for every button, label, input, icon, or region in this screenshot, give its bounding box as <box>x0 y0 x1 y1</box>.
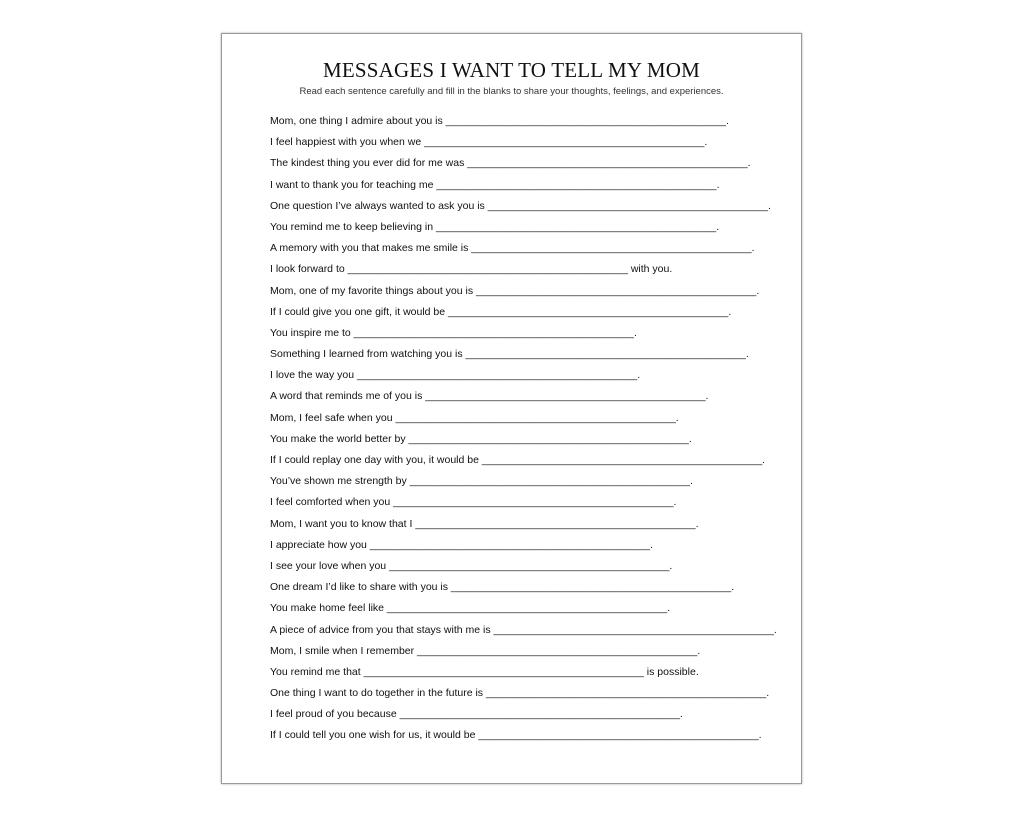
prompt-line: I feel happiest with you when we ________________________________________________. <box>270 136 708 149</box>
prompt-line: Mom, I feel safe when you ________________________________________________. <box>270 411 679 424</box>
prompt-line: I feel comforted when you ________________________________________________. <box>270 496 677 509</box>
prompt-line: I see your love when you ________________________________________________. <box>270 559 673 572</box>
prompt-line: A word that reminds me of you is ________________________________________________. <box>270 390 709 403</box>
prompt-line: The kindest thing you ever did for me was ________________________________________________. <box>270 157 751 170</box>
prompt-line: Mom, I smile when I remember ________________________________________________. <box>270 644 701 657</box>
worksheet-page <box>221 33 802 784</box>
prompt-line: I love the way you ________________________________________________. <box>270 369 641 382</box>
prompt-line: I appreciate how you ________________________________________________. <box>270 538 654 551</box>
prompt-line: Something I learned from watching you is ________________________________________________. <box>270 348 749 361</box>
prompt-line: One dream I’d like to share with you is ________________________________________________. <box>270 581 735 594</box>
prompt-line: If I could replay one day with you, it would be ________________________________________________. <box>270 454 766 466</box>
prompt-line: I feel proud of you because ________________________________________________. <box>270 708 683 721</box>
prompt-line: You remind me to keep believing in ________________________________________________. <box>270 220 720 233</box>
prompt-line: Mom, one of my favorite things about you is ________________________________________________. <box>270 284 760 297</box>
prompt-line: If I could tell you one wish for us, it would be ________________________________________________. <box>270 729 762 742</box>
prompt-line: You make home feel like ________________________________________________. <box>270 602 671 615</box>
prompt-line: You remind me that ________________________________________________ is possible. <box>270 665 699 678</box>
prompt-line: One thing I want to do together in the future is ________________________________________________. <box>270 687 770 700</box>
prompt-line: You’ve shown me strength by ________________________________________________. <box>270 475 693 488</box>
prompt-line: Mom, one thing I admire about you is ________________________________________________. <box>270 115 729 127</box>
page-title: MESSAGES I WANT TO TELL MY MOM <box>322 58 701 82</box>
prompt-line: A piece of advice from you that stays with me is ________________________________________________. <box>270 623 777 636</box>
prompt-line: You inspire me to ________________________________________________. <box>270 326 637 339</box>
prompt-line: I want to thank you for teaching me ________________________________________________. <box>270 178 720 191</box>
prompt-line: I look forward to ________________________________________________ with you. <box>270 263 673 276</box>
prompt-line: You make the world better by ________________________________________________. <box>270 432 692 445</box>
page-subtitle: Read each sentence carefully and fill in the blanks to share your thoughts, feelings, and experiences. <box>299 86 724 97</box>
prompt-list <box>270 111 790 747</box>
prompt-line: A memory with you that makes me smile is ________________________________________________. <box>270 242 755 255</box>
prompt-line: One question I’ve always wanted to ask you is ________________________________________________. <box>270 199 771 212</box>
prompt-line: Mom, I want you to know that I ________________________________________________. <box>270 517 699 530</box>
prompt-line: If I could give you one gift, it would be ________________________________________________. <box>270 305 732 318</box>
